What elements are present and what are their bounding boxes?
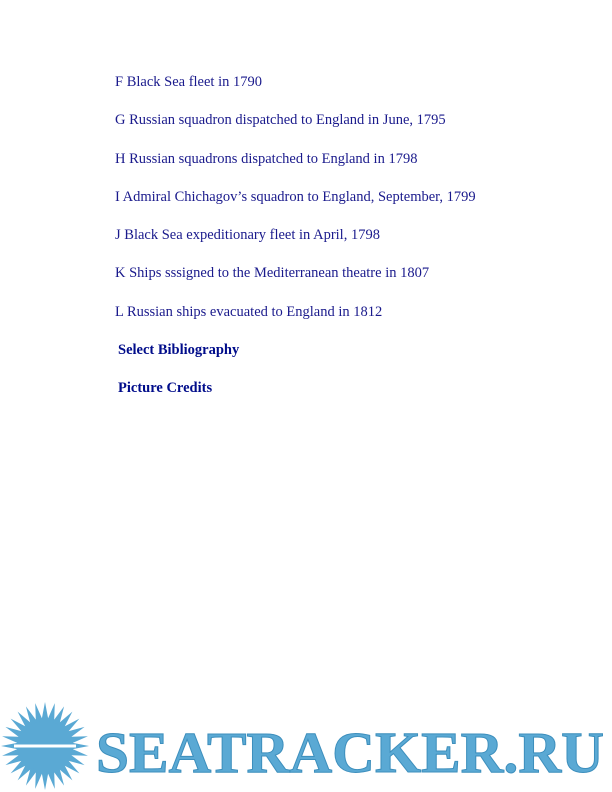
- toc-entry-g[interactable]: G Russian squadron dispatched to England in June, 1795: [115, 112, 446, 129]
- toc-entry-l[interactable]: L Russian ships evacuated to England in 1812: [115, 303, 383, 320]
- sun-over-sea-icon: [1, 702, 89, 790]
- table-of-contents: [115, 72, 476, 417]
- watermark-text: SEATRACKER.RU: [96, 720, 604, 785]
- toc-entry-i[interactable]: I Admiral Chichagov’s squadron to England, September, 1799: [115, 188, 476, 205]
- seatracker-watermark: [0, 700, 612, 792]
- toc-entry-j[interactable]: J Black Sea expeditionary fleet in April, 1798: [115, 227, 380, 244]
- toc-entry-h[interactable]: H Russian squadrons dispatched to England in 1798: [115, 150, 418, 167]
- toc-entry-k[interactable]: K Ships sssigned to the Mediterranean theatre in 1807: [115, 265, 430, 282]
- toc-entry-f[interactable]: F Black Sea fleet in 1790: [115, 74, 262, 90]
- toc-heading-bibliography[interactable]: Select Bibliography: [118, 342, 240, 359]
- toc-heading-picture-credits[interactable]: Picture Credits: [118, 380, 213, 397]
